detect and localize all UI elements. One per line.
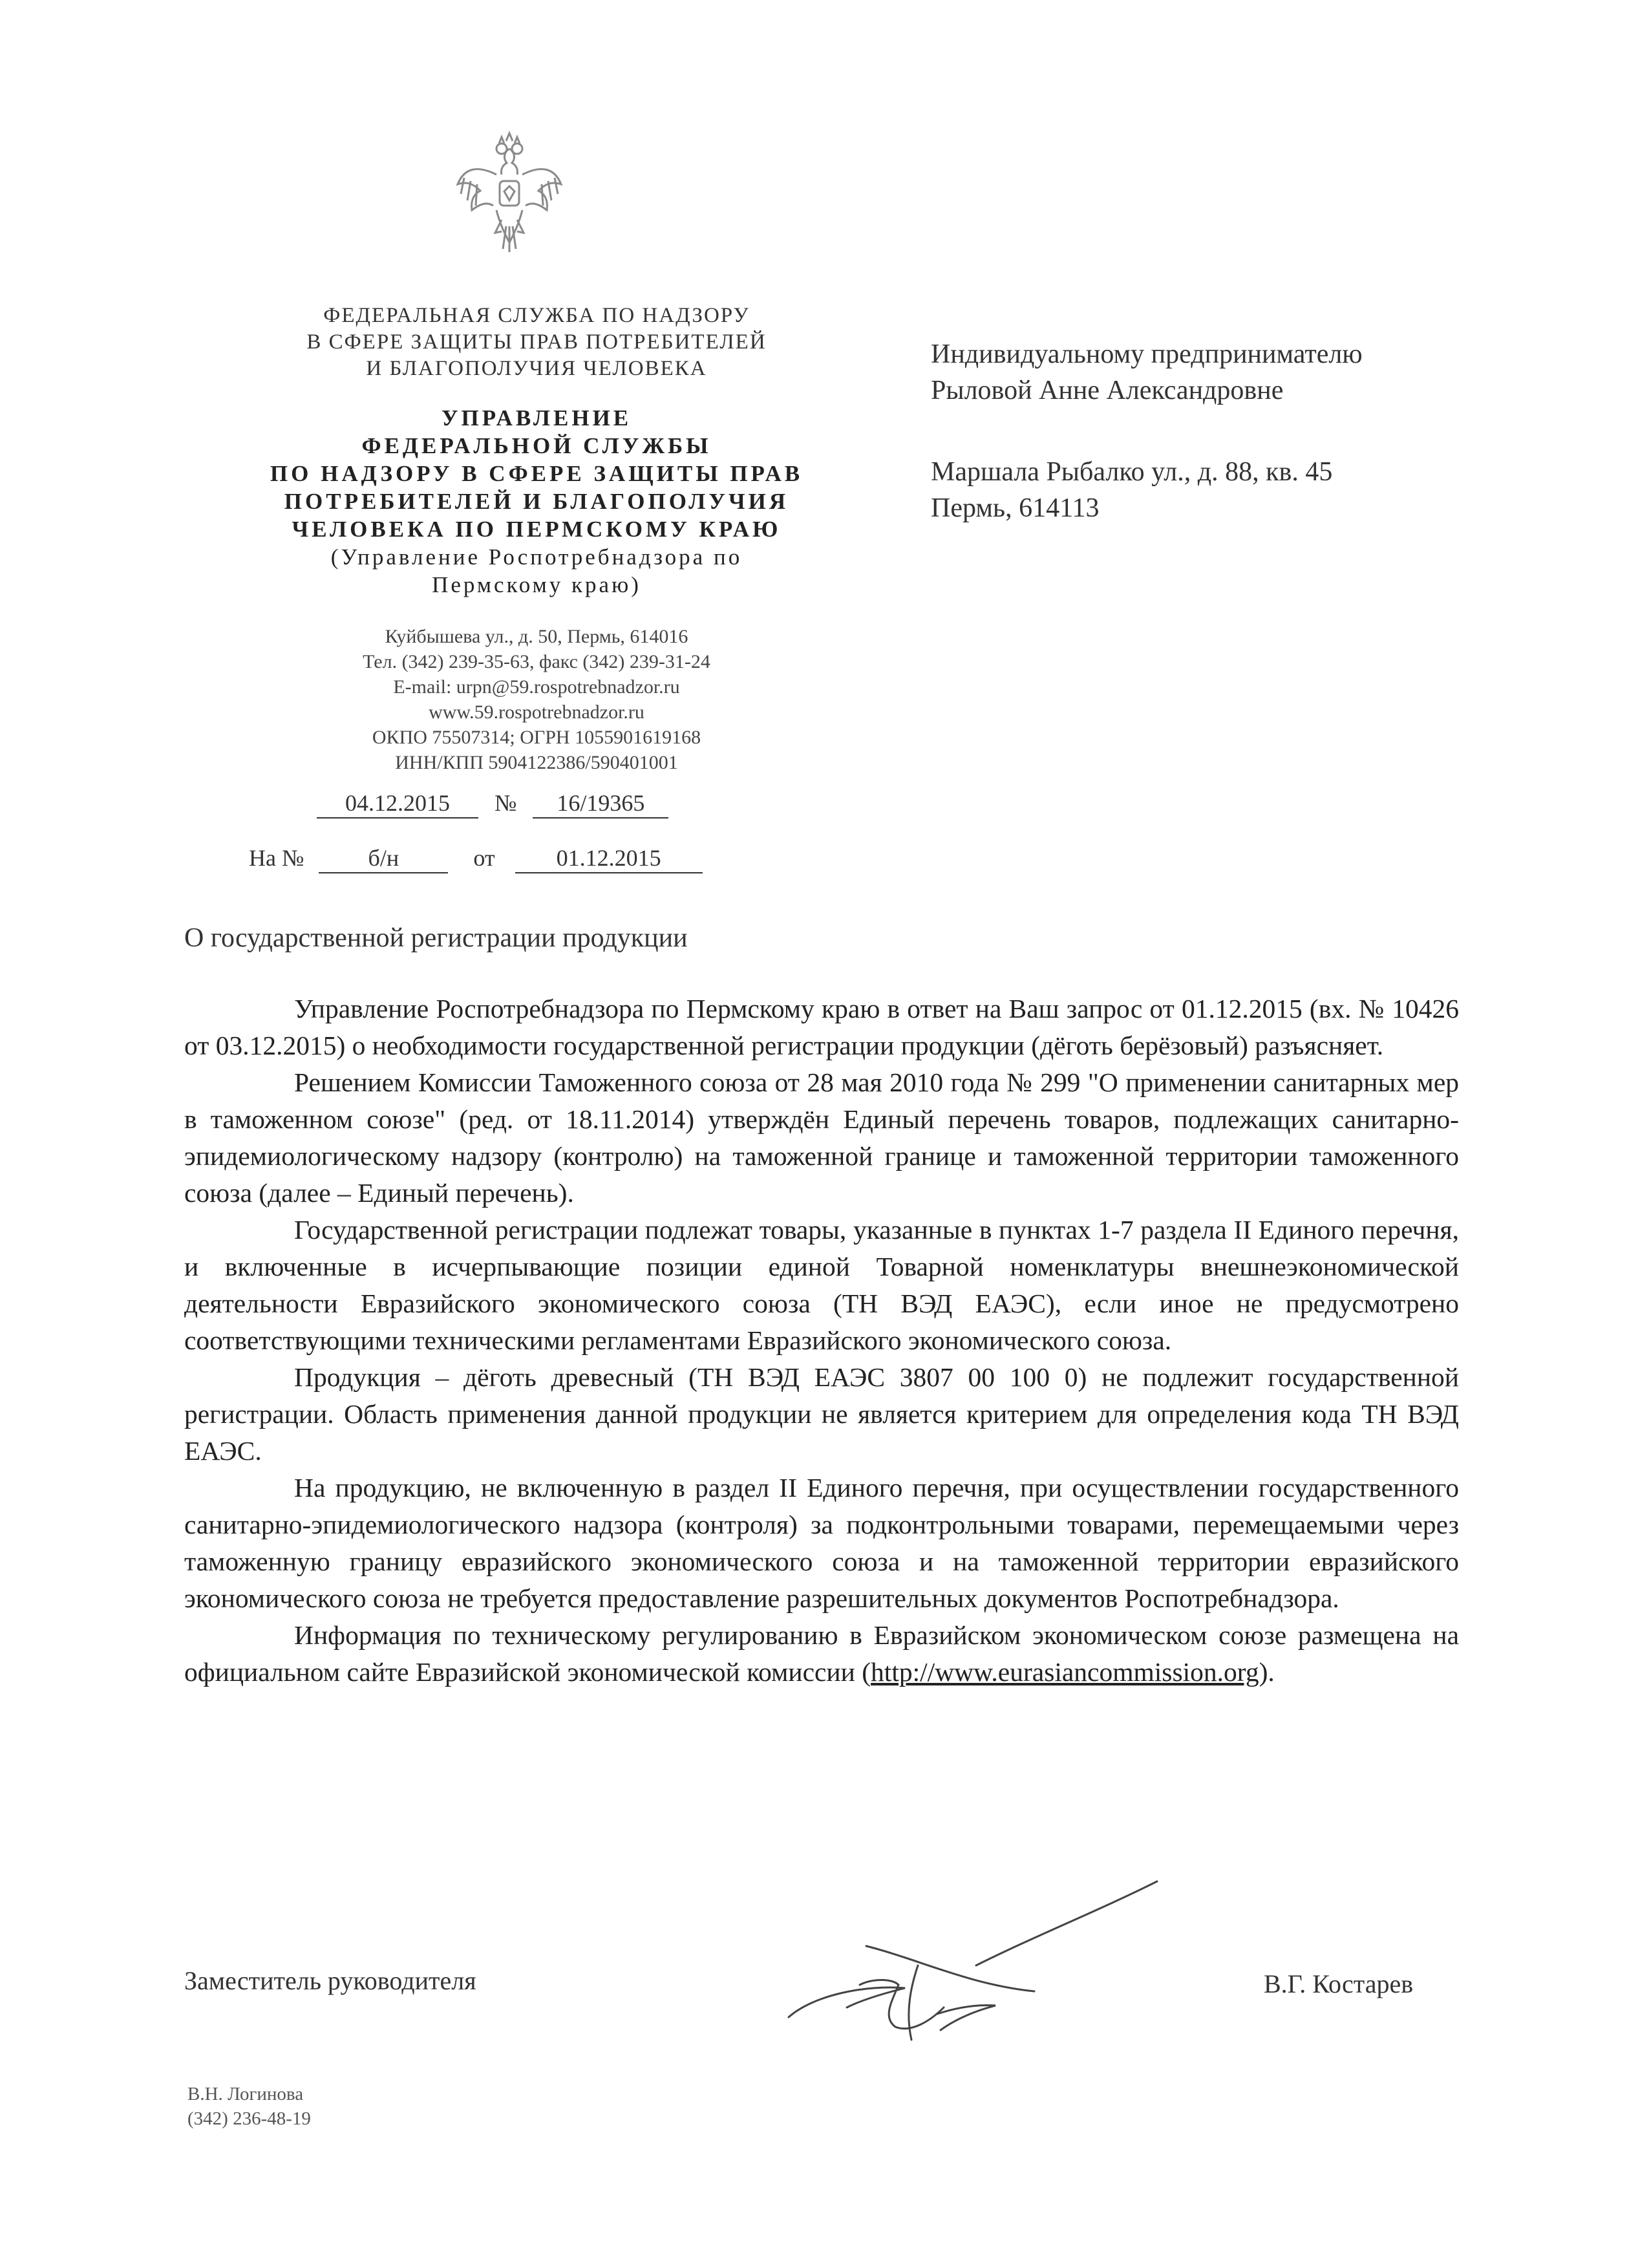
reply-date: 01.12.2015 bbox=[515, 844, 703, 873]
letter-body bbox=[184, 990, 1459, 1691]
body-paragraph: Управление Роспотребнадзора по Пермскому краю в ответ на Ваш запрос от 01.12.2015 (вх. № 10426 от 03.12.2015) о необходимости государственной регистрации продукции (дёготь берёзовый) разъясняет. bbox=[184, 994, 1459, 1060]
org-line: ФЕДЕРАЛЬНОЙ СЛУЖБЫ bbox=[361, 433, 712, 458]
contact-block bbox=[162, 624, 911, 775]
body-paragraph bbox=[184, 1617, 1459, 1691]
body-text: ). bbox=[1259, 1657, 1275, 1687]
reg-no-label: № bbox=[495, 790, 517, 816]
reply-line bbox=[249, 844, 703, 873]
body-paragraph: Государственной регистрации подлежат товары, указанные в пунктах 1-7 раздела II Единого перечня, и включенные в исчерпывающие позиции единой Товарной номенклатуры внешнеэкономической деятельности Евразийского экономического союза (ТН ВЭД ЕАЭС), если иное не предусмотрено соответствующими техническими регламентами Евразийского экономического союза. bbox=[184, 1215, 1459, 1355]
contact-line: E-mail: urpn@59.rospotrebnadzor.ru bbox=[393, 676, 680, 698]
body-paragraph: На продукцию, не включенную в раздел II Единого перечня, при осуществлении государственного санитарно-эпидемиологического надзора (контроля) за подконтрольными товарами, перемещаемыми через таможенную границу евразийского экономического союза и на таможенной территории евразийского экономического союза не требуется предоставление разрешительных документов Роспотребнадзора. bbox=[184, 1473, 1459, 1613]
reply-label: На № bbox=[249, 845, 304, 871]
org-line: ПОТРЕБИТЕЛЕЙ И БЛАГОПОЛУЧИЯ bbox=[284, 489, 789, 514]
org-name bbox=[162, 404, 911, 599]
eagle-emblem-icon bbox=[445, 129, 574, 259]
agency-header bbox=[162, 303, 911, 382]
executor-block bbox=[187, 2082, 311, 2131]
agency-line: ФЕДЕРАЛЬНАЯ СЛУЖБА ПО НАДЗОРУ bbox=[323, 304, 750, 327]
handwritten-signature-icon bbox=[763, 1856, 1164, 2075]
org-short-line: (Управление Роспотребнадзора по bbox=[330, 544, 743, 570]
addressee-line: Рыловой Анне Александровне bbox=[931, 376, 1284, 405]
body-text: Информация по техническому регулированию в Евразийском экономическом союзе размещена на официальном сайте Евразийской экономической комиссии ( bbox=[184, 1620, 1459, 1687]
org-short-line: Пермскому краю) bbox=[432, 572, 641, 597]
reg-number: 16/19365 bbox=[533, 789, 668, 818]
contact-line: Куйбышева ул., д. 50, Пермь, 614016 bbox=[385, 626, 688, 647]
contact-line: ОКПО 75507314; ОГРН 1055901619168 bbox=[372, 727, 701, 748]
body-paragraph: Продукция – дёготь древесный (ТН ВЭД ЕАЭС 3807 00 100 0) не подлежит государственной регистрации. Область применения данной продукции не является критерием для определения кода ТН ВЭД ЕАЭС. bbox=[184, 1362, 1459, 1466]
agency-line: И БЛАГОПОЛУЧИЯ ЧЕЛОВЕКА bbox=[366, 357, 707, 380]
org-line: УПРАВЛЕНИЕ bbox=[441, 405, 632, 431]
contact-line: www.59.rospotrebnadzor.ru bbox=[429, 701, 644, 723]
reply-from-label: от bbox=[473, 845, 495, 871]
addressee-line: Индивидуальному предпринимателю bbox=[931, 339, 1363, 369]
signatory-name: В.Г. Костарев bbox=[1264, 1969, 1414, 1998]
reg-date: 04.12.2015 bbox=[317, 789, 478, 818]
agency-line: В СФЕРЕ ЗАЩИТЫ ПРАВ ПОТРЕБИТЕЛЕЙ bbox=[306, 330, 767, 354]
commission-link[interactable]: http://www.eurasiancommission.org bbox=[871, 1657, 1259, 1687]
executor-phone: (342) 236-48-19 bbox=[187, 2108, 311, 2129]
org-line: ПО НАДЗОРУ В СФЕРЕ ЗАЩИТЫ ПРАВ bbox=[270, 461, 803, 486]
body-paragraph: Решением Комиссии Таможенного союза от 28 мая 2010 года № 299 "О применении санитарных мер в таможенном союзе" (ред. от 18.11.2014) утверждён Единый перечень товаров, подлежащих санитарно-эпидемиологическому надзору (контролю) на таможенной границе и таможенной территории таможенного союза (далее – Единый перечень). bbox=[184, 1067, 1459, 1208]
addressee-line: Маршала Рыбалко ул., д. 88, кв. 45 bbox=[931, 457, 1333, 487]
executor-name: В.Н. Логинова bbox=[187, 2084, 304, 2104]
registration-line bbox=[317, 789, 668, 818]
addressee-line: Пермь, 614113 bbox=[931, 493, 1100, 523]
reply-number: б/н bbox=[319, 844, 448, 873]
contact-line: ИНН/КПП 5904122386/590401001 bbox=[395, 752, 678, 773]
subject-line: О государственной регистрации продукции bbox=[184, 923, 688, 953]
org-line: ЧЕЛОВЕКА ПО ПЕРМСКОМУ КРАЮ bbox=[292, 517, 782, 542]
signatory-title: Заместитель руководителя bbox=[184, 1966, 476, 1995]
addressee-block bbox=[931, 336, 1616, 526]
contact-line: Тел. (342) 239-35-63, факс (342) 239-31-24 bbox=[363, 651, 710, 672]
